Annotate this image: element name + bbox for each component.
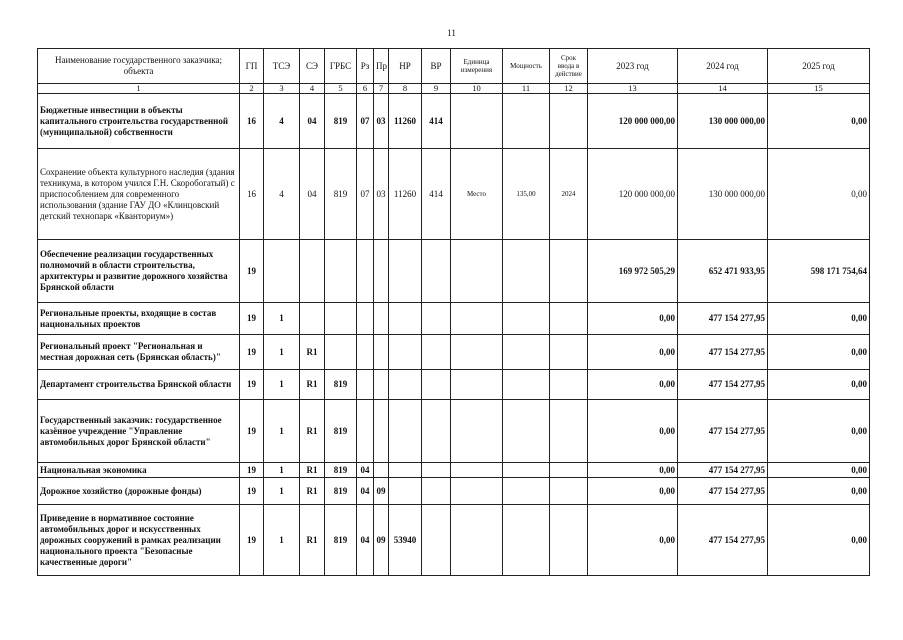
cell-unit [451,370,503,400]
cell-tse [264,240,300,303]
cell-commission-date [550,94,588,149]
cell-capacity [503,505,550,576]
column-number: 9 [422,84,451,94]
cell-amount-2025: 0,00 [768,478,870,505]
cell-unit [451,505,503,576]
cell-object-name: Сохранение объекта культурного наследия (здания техникума, в котором учился Г.Н. Скоробогатый) с приспособлением для современного использования (здание ГАУ ДО «Клинцовский детский технопарк «Кванториум») [38,149,240,240]
header-grbs: ГРБС [325,49,357,84]
cell-amount-2024: 477 154 277,95 [678,463,768,478]
cell-rz: 07 [357,94,374,149]
column-number: 4 [300,84,325,94]
cell-amount-2023: 0,00 [588,335,678,370]
cell-commission-date [550,478,588,505]
cell-vr [422,463,451,478]
cell-commission-date [550,335,588,370]
cell-grbs [325,240,357,303]
cell-pr [374,370,389,400]
column-number: 1 [38,84,240,94]
cell-vr [422,370,451,400]
cell-grbs: 819 [325,463,357,478]
header-year-2023: 2023 год [588,49,678,84]
cell-amount-2023: 0,00 [588,400,678,463]
cell-tse: 4 [264,94,300,149]
cell-tse: 4 [264,149,300,240]
cell-tse: 1 [264,463,300,478]
cell-capacity [503,463,550,478]
cell-vr: 414 [422,94,451,149]
cell-gp: 16 [240,149,264,240]
cell-nr: 53940 [389,505,422,576]
cell-amount-2024: 477 154 277,95 [678,370,768,400]
cell-pr [374,400,389,463]
cell-amount-2024: 477 154 277,95 [678,505,768,576]
table-row [38,149,870,240]
column-number: 8 [389,84,422,94]
cell-unit [451,400,503,463]
table-row [38,335,870,370]
cell-unit [451,94,503,149]
cell-unit [451,335,503,370]
header-tse: ТСЭ [264,49,300,84]
cell-capacity [503,370,550,400]
cell-rz [357,370,374,400]
cell-rz [357,335,374,370]
cell-amount-2025: 0,00 [768,463,870,478]
cell-se: R1 [300,370,325,400]
column-number: 14 [678,84,768,94]
budget-table [37,48,870,576]
cell-se: R1 [300,400,325,463]
cell-amount-2025: 0,00 [768,370,870,400]
cell-amount-2025: 0,00 [768,400,870,463]
cell-capacity [503,303,550,335]
cell-amount-2023: 0,00 [588,303,678,335]
cell-rz: 04 [357,505,374,576]
cell-pr: 09 [374,505,389,576]
header-year-2024: 2024 год [678,49,768,84]
cell-commission-date [550,370,588,400]
column-number: 11 [503,84,550,94]
cell-amount-2024: 477 154 277,95 [678,400,768,463]
cell-amount-2024: 652 471 933,95 [678,240,768,303]
cell-gp: 19 [240,505,264,576]
header-capacity: Мощность [503,49,550,84]
table-row [38,370,870,400]
cell-gp: 19 [240,335,264,370]
cell-grbs: 819 [325,370,357,400]
cell-gp: 19 [240,303,264,335]
cell-tse: 1 [264,400,300,463]
cell-amount-2025: 0,00 [768,94,870,149]
cell-amount-2025: 0,00 [768,303,870,335]
cell-gp: 16 [240,94,264,149]
cell-gp: 19 [240,463,264,478]
cell-amount-2025: 0,00 [768,335,870,370]
cell-tse: 1 [264,370,300,400]
cell-amount-2024: 130 000 000,00 [678,94,768,149]
cell-capacity [503,335,550,370]
table-row [38,240,870,303]
cell-rz [357,240,374,303]
cell-grbs: 819 [325,94,357,149]
cell-rz [357,303,374,335]
cell-object-name: Национальная экономика [38,463,240,478]
header-rz: Рз [357,49,374,84]
cell-pr: 03 [374,149,389,240]
column-number-row [38,84,870,94]
header-nr: НР [389,49,422,84]
cell-amount-2024: 130 000 000,00 [678,149,768,240]
cell-object-name: Государственный заказчик: государственное казённое учреждение "Управление автомобильных дорог Брянской области" [38,400,240,463]
cell-pr: 09 [374,478,389,505]
table-row [38,400,870,463]
cell-se [300,303,325,335]
cell-amount-2025: 0,00 [768,505,870,576]
table-row [38,478,870,505]
cell-nr [389,400,422,463]
cell-capacity [503,400,550,463]
cell-capacity: 135,00 [503,149,550,240]
cell-object-name: Обеспечение реализации государственных полномочий в области строительства, архитектуры и развитие дорожного хозяйства Брянской области [38,240,240,303]
table-row [38,505,870,576]
cell-vr [422,400,451,463]
cell-pr [374,303,389,335]
cell-nr [389,240,422,303]
cell-se: R1 [300,335,325,370]
cell-amount-2024: 477 154 277,95 [678,478,768,505]
column-number: 15 [768,84,870,94]
column-number: 10 [451,84,503,94]
cell-vr [422,335,451,370]
cell-amount-2023: 120 000 000,00 [588,149,678,240]
cell-tse: 1 [264,478,300,505]
cell-object-name: Региональный проект "Региональная и местная дорожная сеть (Брянская область)" [38,335,240,370]
cell-commission-date [550,505,588,576]
cell-nr [389,463,422,478]
cell-unit [451,240,503,303]
cell-unit [451,303,503,335]
cell-commission-date: 2024 [550,149,588,240]
column-number: 7 [374,84,389,94]
cell-nr: 11260 [389,149,422,240]
cell-capacity [503,94,550,149]
cell-se: R1 [300,478,325,505]
header-se: СЭ [300,49,325,84]
column-number: 6 [357,84,374,94]
cell-unit [451,478,503,505]
cell-grbs: 819 [325,478,357,505]
table-row [38,463,870,478]
cell-nr [389,303,422,335]
cell-vr [422,240,451,303]
cell-amount-2024: 477 154 277,95 [678,335,768,370]
cell-gp: 19 [240,478,264,505]
cell-grbs [325,335,357,370]
table-row [38,94,870,149]
header-name: Наименование государственного заказчика; объекта [38,49,240,84]
cell-vr [422,478,451,505]
cell-tse: 1 [264,505,300,576]
cell-unit: Место [451,149,503,240]
cell-pr [374,335,389,370]
cell-se: R1 [300,463,325,478]
cell-vr [422,505,451,576]
cell-rz: 04 [357,463,374,478]
cell-object-name: Региональные проекты, входящие в состав национальных проектов [38,303,240,335]
header-row [38,49,870,84]
cell-se: 04 [300,94,325,149]
column-number: 5 [325,84,357,94]
cell-rz: 07 [357,149,374,240]
cell-amount-2023: 120 000 000,00 [588,94,678,149]
table-body [38,84,870,576]
cell-amount-2024: 477 154 277,95 [678,303,768,335]
cell-nr [389,370,422,400]
header-pr: Пр [374,49,389,84]
cell-nr [389,478,422,505]
column-number: 3 [264,84,300,94]
cell-object-name: Приведение в нормативное состояние автомобильных дорог и искусственных дорожных сооружений в рамках реализации национального проекта "Безопасные качественные дороги" [38,505,240,576]
cell-object-name: Дорожное хозяйство (дорожные фонды) [38,478,240,505]
cell-amount-2023: 0,00 [588,463,678,478]
cell-commission-date [550,400,588,463]
cell-nr [389,335,422,370]
cell-grbs: 819 [325,400,357,463]
cell-se [300,240,325,303]
cell-nr: 11260 [389,94,422,149]
table-row [38,303,870,335]
cell-tse: 1 [264,303,300,335]
cell-amount-2025: 598 171 754,64 [768,240,870,303]
cell-object-name: Департамент строительства Брянской области [38,370,240,400]
page-number: 11 [447,28,456,38]
cell-amount-2023: 169 972 505,29 [588,240,678,303]
cell-gp: 19 [240,400,264,463]
cell-pr [374,240,389,303]
cell-tse: 1 [264,335,300,370]
cell-object-name: Бюджетные инвестиции в объекты капитального строительства государственной (муниципальной) собственности [38,94,240,149]
cell-amount-2023: 0,00 [588,478,678,505]
cell-amount-2023: 0,00 [588,505,678,576]
cell-se: R1 [300,505,325,576]
cell-rz: 04 [357,478,374,505]
cell-grbs: 819 [325,505,357,576]
cell-gp: 19 [240,240,264,303]
cell-unit [451,463,503,478]
column-number: 2 [240,84,264,94]
cell-grbs: 819 [325,149,357,240]
cell-rz [357,400,374,463]
cell-se: 04 [300,149,325,240]
cell-gp: 19 [240,370,264,400]
cell-capacity [503,240,550,303]
cell-grbs [325,303,357,335]
header-year-2025: 2025 год [768,49,870,84]
cell-commission-date [550,303,588,335]
cell-pr [374,463,389,478]
column-number: 12 [550,84,588,94]
cell-commission-date [550,463,588,478]
cell-amount-2025: 0,00 [768,149,870,240]
cell-capacity [503,478,550,505]
header-unit: Единица измерения [451,49,503,84]
column-number: 13 [588,84,678,94]
cell-pr: 03 [374,94,389,149]
cell-vr [422,303,451,335]
cell-commission-date [550,240,588,303]
header-vr: ВР [422,49,451,84]
cell-vr: 414 [422,149,451,240]
cell-amount-2023: 0,00 [588,370,678,400]
header-gp: ГП [240,49,264,84]
header-commission-date: Срок ввода в действие [550,49,588,84]
